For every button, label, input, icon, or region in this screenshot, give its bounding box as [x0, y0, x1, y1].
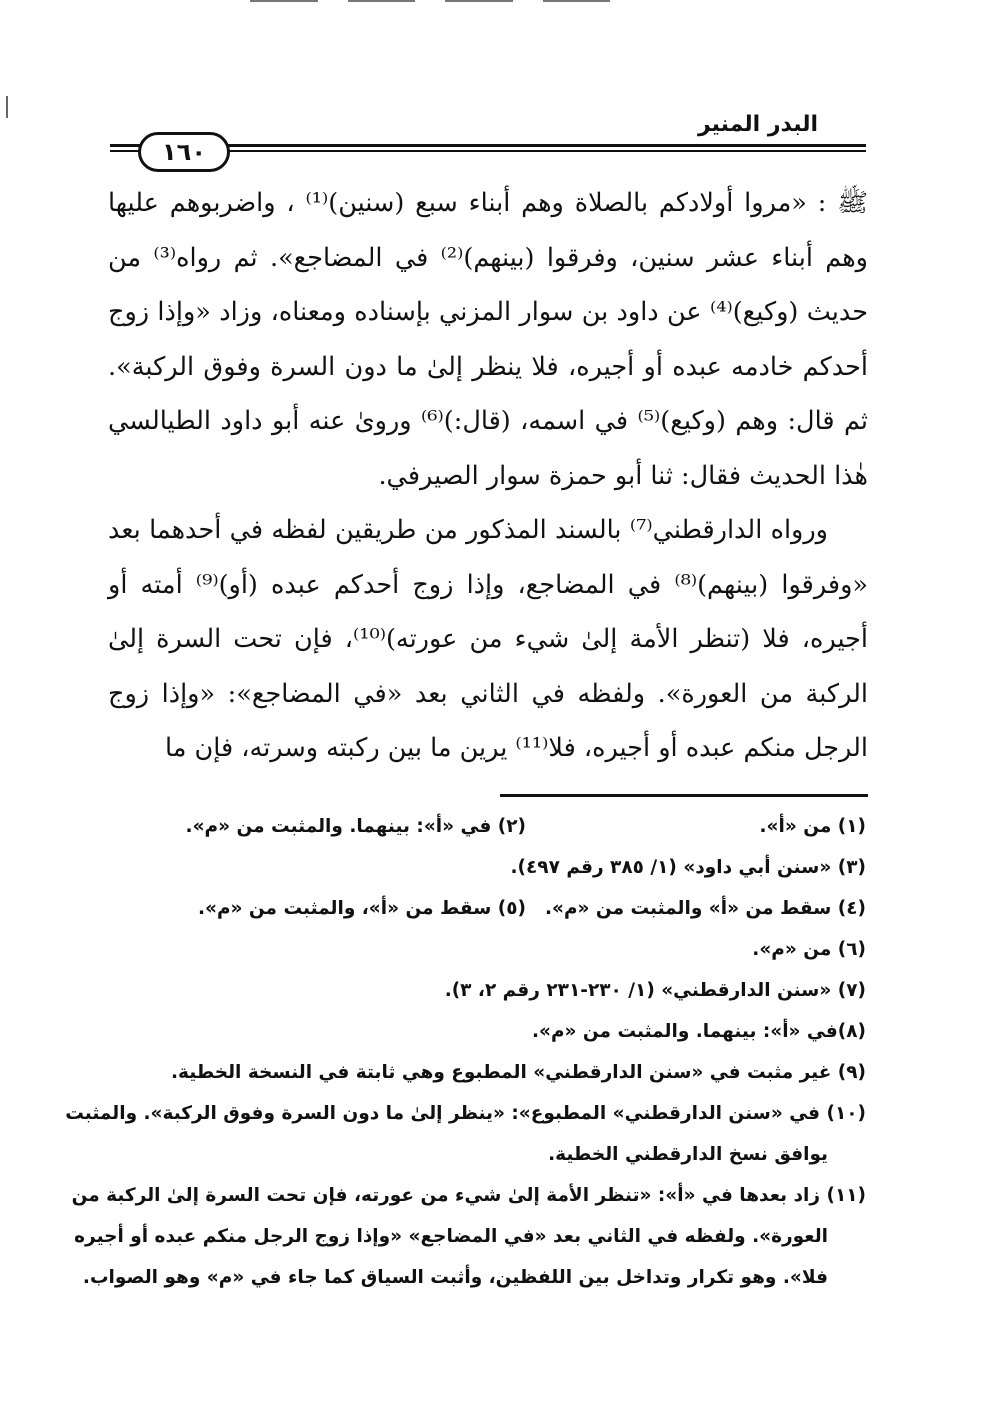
- scan-artifact-lines: [250, 0, 610, 4]
- footnote: (٧) «سنن الدارقطني» (١/ ٢٣٠-٢٣١ رقم ٢، ٣).: [444, 980, 866, 1001]
- main-text: [108, 176, 868, 776]
- footnote-separator: [500, 794, 868, 797]
- footnote-continuation: يوافق نسخ الدارقطني الخطية.: [548, 1144, 828, 1165]
- footnote-continuation: العورة». ولفظه في الثاني بعد «في المضاجع» «وإذا زوج الرجل منكم عبده أو أجيره: [74, 1226, 828, 1247]
- book-title: البدر المنير: [697, 112, 818, 137]
- page-number: ١٦٠: [138, 132, 230, 172]
- footnote: (٦) من «م».: [752, 939, 866, 960]
- footnote: (٨)في «أ»: بينهما. والمثبت من «م».: [531, 1021, 866, 1042]
- footnote: (٤) سقط من «أ» والمثبت من «م».: [545, 898, 866, 919]
- footnote: (٥) سقط من «أ»، والمثبت من «م».: [197, 898, 526, 919]
- paragraph: ﷺ : «مروا أولادكم بالصلاة وهم أبناء سبع (سنين)⁽¹⁾ ، واضربوهم عليها وهم أبناء عشر سنين، وفرقوا (بينهم)⁽²⁾ في المضاجع». ثم رواه⁽³⁾ من حديث (وكيع)⁽⁴⁾ عن داود بن سوار المزني بإسناده ومعناه، وزاد «وإذا زوج أحدكم خادمه عبده أو أجيره، فلا ينظر إلىٰ ما دون السرة وفوق الركبة». ثم قال: وهم (وكيع)⁽⁵⁾ في اسمه، (قال:)⁽⁶⁾ ورویٰ عنه أبو داود الطيالسي هٰذا الحديث فقال: ثنا أبو حمزة سوار الصيرفي.: [108, 188, 869, 491]
- footnote: (٩) غير مثبت في «سنن الدارقطني» المطبوع وهي ثابتة في النسخة الخطية.: [170, 1062, 866, 1083]
- scan-artifact-mark: [6, 96, 8, 118]
- footnote: (١١) زاد بعدها في «أ»: «تنظر الأمة إلىٰ شيء من عورته، فإن تحت السرة إلىٰ الركبة من: [71, 1185, 866, 1206]
- footnote: (٣) «سنن أبي داود» (١/ ٣٨٥ رقم ٤٩٧).: [510, 857, 866, 878]
- paragraph: ورواه الدارقطني⁽⁷⁾ بالسند المذكور من طريقين لفظه في أحدهما بعد «وفرقوا (بينهم)⁽⁸⁾ في المضاجع، وإذا زوج أحدكم عبده (أو)⁽⁹⁾ أمته أو أجيره، فلا (تنظر الأمة إلىٰ شيء من عورته)⁽¹⁰⁾، فإن تحت السرة إلىٰ الركبة من العورة». ولفظه في الثاني بعد «في المضاجع»: «وإذا زوج الرجل منكم عبده أو أجيره، فلا⁽¹¹⁾ يرين ما بين ركبته وسرته، فإن ما: [108, 515, 868, 763]
- footnote-row: [108, 888, 866, 929]
- footnote: (٢) في «أ»: بينهما. والمثبت من «م».: [185, 816, 526, 837]
- footnote: (١) من «أ».: [759, 816, 866, 837]
- footnote: (١٠) في «سنن الدارقطني» المطبوع»: «ينظر إلىٰ ما دون السرة وفوق الركبة». والمثبت: [65, 1103, 866, 1124]
- footnotes: [65, 806, 866, 1298]
- footnote-row: [108, 806, 866, 847]
- footnote-continuation: فلا». وهو تكرار وتداخل بين اللفظين، وأثبت السياق كما جاء في «م» وهو الصواب.: [82, 1267, 828, 1288]
- page-header: [110, 110, 866, 170]
